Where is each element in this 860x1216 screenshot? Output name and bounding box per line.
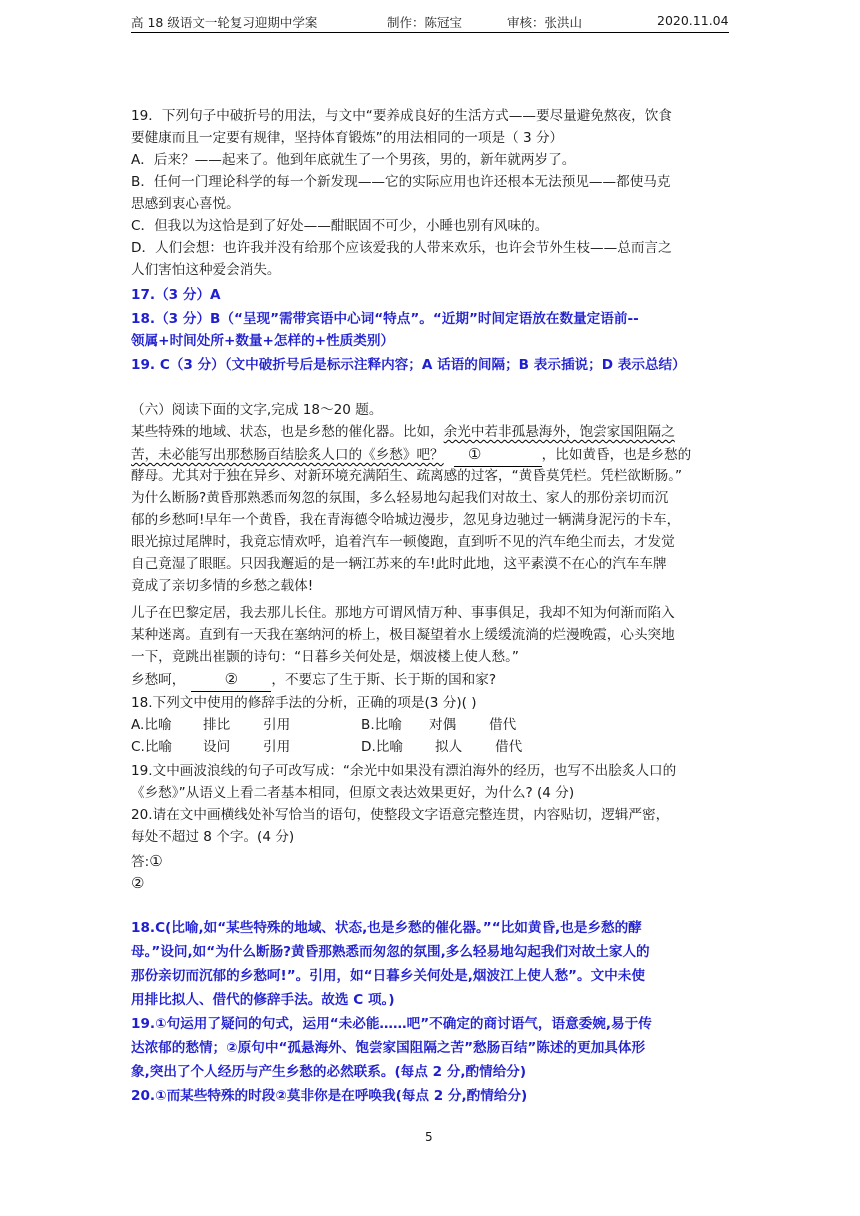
q19-top-option-d-line1: D．人们会想：也许我并没有给那个应该爱我的人带来欢乐，也许会节外生枝——总而言之 (131, 240, 672, 256)
blank-2-marker: ② (224, 670, 239, 688)
answer-18-top-line1: 18.（3 分）B（“呈现”需带宾语中心词“特点”。“近期”时间定语放在数量定语前-- (131, 311, 639, 327)
q19-top-stem-line1: 19．下列句子中破折号的用法，与文中“要养成良好的生活方式——要尽量避免熬夜，饮食 (131, 108, 672, 124)
passage-text: ，比如黄昏，也是乡愁的 (541, 447, 692, 463)
answer-18-top-line2: 领属+时间处所+数量+怎样的+性质类别） (131, 333, 395, 349)
q18-option-a[interactable]: A.比喻 (131, 717, 172, 733)
q18-option-a-item2: 排比 (203, 717, 231, 733)
header-reviewer: 审核：张洪山 (507, 15, 583, 30)
answer-18-line1: 18.C(比喻,如“某些特殊的地域、状态,也是乡愁的催化器。”“比如黄昏,也是乡愁的酵 (131, 920, 642, 936)
q19-top-option-c: C．但我以为这恰是到了好处——酣眠固不可少，小睡也别有风味的。 (131, 218, 549, 234)
q20-stem-line1: 20.请在文中画横线处补写恰当的语句，使整段文字语意完整连贯，内容贴切，逻辑严密， (131, 807, 670, 823)
q19-top-option-d-line2: 人们害怕这种爱会消失。 (131, 262, 281, 278)
passage-line3: 酵母。尤其对于独在异乡、对新环境充满陌生、疏离感的过客，“黄昏莫凭栏。凭栏欲断肠。” (131, 468, 683, 484)
passage-text: 乡愁呵， (131, 672, 186, 688)
answer-18-line3: 那份亲切而沉郁的乡愁呵!”。引用，如“日暮乡关何处是,烟波江上使人愁”。文中未使 (131, 968, 645, 984)
answer-label: 答: (131, 854, 150, 870)
answer-slot-2[interactable]: ② (131, 874, 145, 892)
header-author: 制作：陈冠宝 (387, 15, 463, 30)
header-date: 2020.11.04 (657, 13, 729, 28)
passage-line2 (131, 443, 731, 467)
answer-20: 20.①而某些特殊的时段②莫非你是在呼唤我(每点 2 分,酌情给分) (131, 1088, 528, 1104)
q20-answer-line2 (131, 872, 731, 895)
header-course: 高 18 级语文一轮复习迎期中学案 (131, 15, 318, 30)
q20-answer-line1 (131, 850, 731, 873)
q19-top-option-b-line1: B．任何一门理论科学的每一个新发现——它的实际应用也许还根本无法预见——都使马克 (131, 174, 671, 190)
answer-19-line2: 达浓郁的愁情；②原句中“孤悬海外、饱尝家国阻隔之苦”愁肠百结”陈述的更加具体形 (131, 1040, 646, 1056)
passage-line1 (131, 421, 731, 443)
passage-line4: 为什么断肠?黄昏那熟悉而匆忽的氛围，多么轻易地勾起我们对故土、家人的那份亲切而沉 (131, 490, 669, 506)
passage-line8: 竟成了亲切多情的乡愁之载体! (131, 578, 314, 594)
answer-18-line4: 用排比拟人、借代的修辞手法。故选 C 项。) (131, 992, 395, 1008)
page-number: 5 (425, 1130, 433, 1144)
passage-text: ，不要忘了生于斯、长于斯的国和家? (271, 672, 497, 688)
q18-option-a-item3: 引用 (263, 717, 291, 733)
q18-option-c-item3: 引用 (263, 739, 291, 755)
q18-option-c-item2: 设问 (203, 739, 231, 755)
passage-line7: 自己竟湿了眼眶。只因我邂逅的是一辆江苏来的车!此时此地，这平素漠不在心的汽车车牌 (131, 556, 667, 572)
fill-blank-2[interactable] (191, 668, 271, 692)
answer-19-top: 19. C（3 分）（文中破折号后是标示注释内容；A 话语的间隔；B 表示插说；D 表示总结） (131, 357, 686, 373)
passage-line12 (131, 668, 731, 692)
page-header (131, 10, 729, 33)
q19-top-stem-line2: 要健康而且一定要有规律，坚持体育锻炼”的用法相同的一项是（ 3 分） (131, 130, 564, 146)
q18-options-cd (131, 736, 731, 758)
answer-slot-1[interactable]: ① (149, 852, 163, 870)
fill-blank-1[interactable] (454, 443, 542, 467)
passage-line5: 郁的乡愁呵!早年一个黄昏，我在青海德令哈城边漫步，忽见身边驰过一辆满身泥污的卡车， (131, 512, 681, 528)
answer-17-top: 17.（3 分）A (131, 287, 221, 303)
q18-stem: 18.下列文中使用的修辞手法的分析，正确的项是(3 分)( ) (131, 695, 477, 711)
q19-stem-line2: 《乡愁》”从语义上看二者基本相同，但原文表达效果更好，为什么? (4 分) (131, 785, 575, 801)
blank-1-marker: ① (467, 445, 482, 463)
q18-options-ab (131, 714, 731, 736)
q18-option-b-item3: 借代 (489, 717, 517, 733)
q19-top-option-a: A．后来？——起来了。他到年底就生了一个男孩，男的，新年就两岁了。 (131, 152, 576, 168)
passage-intro: （六）阅读下面的文字,完成 18～20 题。 (131, 402, 383, 418)
wavy-underlined-sentence: 余光中若非孤悬海外，饱尝家国阻隔之 (443, 424, 675, 440)
passage-line6: 眼光掠过尾牌时，我竟忘情欢呼，追着汽车一顿傻跑，直到听不见的汽车绝尘而去，才发觉 (131, 534, 675, 550)
q18-option-d-item2: 拟人 (435, 739, 463, 755)
q18-option-b-item2: 对偶 (429, 717, 457, 733)
passage-text: 某些特殊的地域、状态，也是乡愁的催化器。比如， (131, 424, 444, 440)
q18-option-d-item3: 借代 (495, 739, 523, 755)
q19-top-option-b-line2: 思感到衷心喜悦。 (131, 196, 240, 212)
passage-line10: 某种迷离。直到有一天我在塞纳河的桥上，极目凝望着水上缓缓流淌的烂漫晚霞，心头突地 (131, 627, 675, 643)
answer-18-line2: 母。”设问,如“为什么断肠?黄昏那熟悉而匆忽的氛围,多么轻易地勾起我们对故土家人的 (131, 944, 650, 960)
q19-stem-line1: 19.文中画波浪线的句子可改写成：“余光中如果没有漂泊海外的经历，也写不出脍炙人口的 (131, 763, 677, 779)
answer-19-line3: 象,突出了个人经历与产生乡愁的必然联系。(每点 2 分,酌情给分) (131, 1064, 527, 1080)
wavy-underlined-sentence: 苦，未必能写出那愁肠百结脍炙人口的《乡愁》吧？ (131, 447, 444, 463)
q18-option-d[interactable]: D.比喻 (361, 739, 403, 755)
q18-option-c[interactable]: C.比喻 (131, 739, 173, 755)
q18-option-b[interactable]: B.比喻 (361, 717, 402, 733)
passage-line9: 儿子在巴黎定居，我去那儿长住。那地方可谓风情万种、事事俱足，我却不知为何渐而陷入 (131, 605, 675, 621)
passage-line11: 一下，竟跳出崔颢的诗句：“日暮乡关何处是，烟波楼上使人愁。” (131, 649, 519, 665)
q20-stem-line2: 每处不超过 8 个字。(4 分) (131, 829, 295, 845)
answer-19-line1: 19.①句运用了疑问的句式，运用“未必能……吧”不确定的商讨语气，语意委婉,易于传 (131, 1016, 652, 1032)
